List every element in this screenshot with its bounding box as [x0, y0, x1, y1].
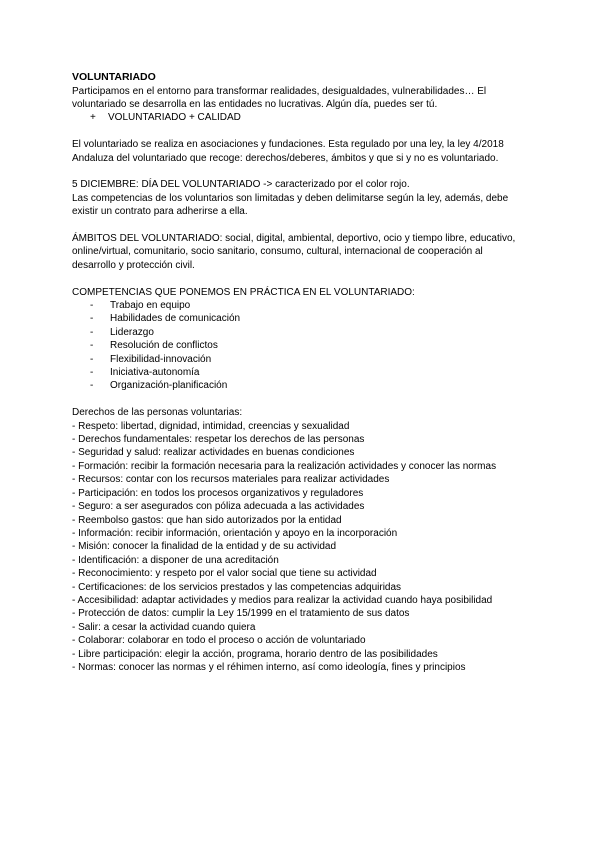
derecho-item: - Seguro: a ser asegurados con póliza adecuada a las actividades [72, 501, 365, 513]
intro-line-1: Participamos en el entorno para transformar realidades, desigualdades, vulnerabilidades… El [72, 85, 487, 97]
derecho-item: - Formación: recibir la formación necesaria para la realización actividades y conocer las normas [72, 460, 497, 472]
competencia-item: - Resolución de conflictos [90, 339, 540, 352]
derecho-item: - Seguridad y salud: realizar actividades en buenas condiciones [72, 447, 355, 459]
competencia-item: - Liderazgo [90, 326, 540, 339]
competencias-list [72, 299, 540, 393]
ambitos-line-3: desarrollo y protección civil. [72, 259, 195, 271]
competencia-item: - Flexibilidad-innovación [90, 353, 540, 366]
asociaciones-line-2: Andaluza del voluntariado que recoge: derechos/deberes, ámbitos y que si y no es voluntariado. [72, 152, 499, 164]
ambitos-line-1: ÁMBITOS DEL VOLUNTARIADO: social, digital, ambiental, deportivo, ocio y tiempo libre, educativo, [72, 233, 516, 245]
derecho-item: - Respeto: libertad, dignidad, intimidad, creencias y sexualidad [72, 420, 350, 432]
ambitos-line-2: online/virtual, comunitario, socio sanitario, consumo, cultural, internacional de cooperación al [72, 246, 483, 258]
derecho-item: - Certificaciones: de los servicios prestados y las competencias adquiridas [72, 581, 402, 593]
competencias-heading: COMPETENCIAS QUE PONEMOS EN PRÁCTICA EN EL VOLUNTARIADO: [72, 286, 415, 298]
derecho-item: - Colaborar: colaborar en todo el proceso o acción de voluntariado [72, 635, 366, 647]
derecho-item: - Normas: conocer las normas y el réhimen interno, así como ideología, fines y principios [72, 661, 466, 673]
competencia-item: - Iniciativa-autonomía [90, 366, 540, 379]
derecho-item: - Derechos fundamentales: respetar los derechos de las personas [72, 434, 365, 446]
plus-bullet-item [72, 111, 540, 124]
document-title: VOLUNTARIADO [72, 71, 156, 83]
competencia-item: - Trabajo en equipo [90, 299, 540, 312]
derecho-item: - Accesibilidad: adaptar actividades y medios para realizar la actividad cuando haya posibilidad [72, 594, 493, 606]
derecho-item: - Salir: a cesar la actividad cuando quiera [72, 621, 256, 633]
derecho-item: - Protección de datos: cumplir la Ley 15/1999 en el tratamiento de sus datos [72, 608, 410, 620]
plus-bullet-mark: + [90, 112, 96, 124]
diciembre-line-1: 5 DICIEMBRE: DÍA DEL VOLUNTARIADO -> caracterizado por el color rojo. [72, 179, 410, 191]
asociaciones-line-1: El voluntariado se realiza en asociaciones y fundaciones. Esta regulado por una ley, la ley 4/2018 [72, 139, 504, 151]
derecho-item: - Información: recibir información, orientación y apoyo en la incorporación [72, 527, 398, 539]
derecho-item: - Reconocimiento: y respeto por el valor social que tiene su actividad [72, 568, 377, 580]
plus-bullet-text: VOLUNTARIADO + CALIDAD [108, 112, 241, 124]
derechos-heading: Derechos de las personas voluntarias: [72, 407, 243, 419]
competencia-item: - Organización-planificación [90, 379, 540, 392]
diciembre-line-2: Las competencias de los voluntarios son limitadas y deben delimitarse según la ley, además, debe [72, 192, 509, 204]
diciembre-line-3: existir un contrato para adherirse a ella. [72, 206, 248, 218]
intro-line-2: voluntariado se desarrolla en las entidades no lucrativas. Algún día, puedes ser tú. [72, 99, 438, 110]
derecho-item: - Libre participación: elegir la acción, programa, horario dentro de las posibilidades [72, 648, 438, 660]
derechos-list [72, 420, 540, 675]
derecho-item: - Reembolso gastos: que han sido autorizados por la entidad [72, 514, 342, 526]
competencia-item: - Habilidades de comunicación [90, 312, 540, 325]
derecho-item: - Misión: conocer la finalidad de la entidad y de su actividad [72, 541, 337, 553]
derecho-item: - Recursos: contar con los recursos materiales para realizar actividades [72, 474, 390, 486]
derecho-item: - Identificación: a disponer de una acreditación [72, 554, 279, 566]
derecho-item: - Participación: en todos los procesos organizativos y reguladores [72, 487, 364, 499]
